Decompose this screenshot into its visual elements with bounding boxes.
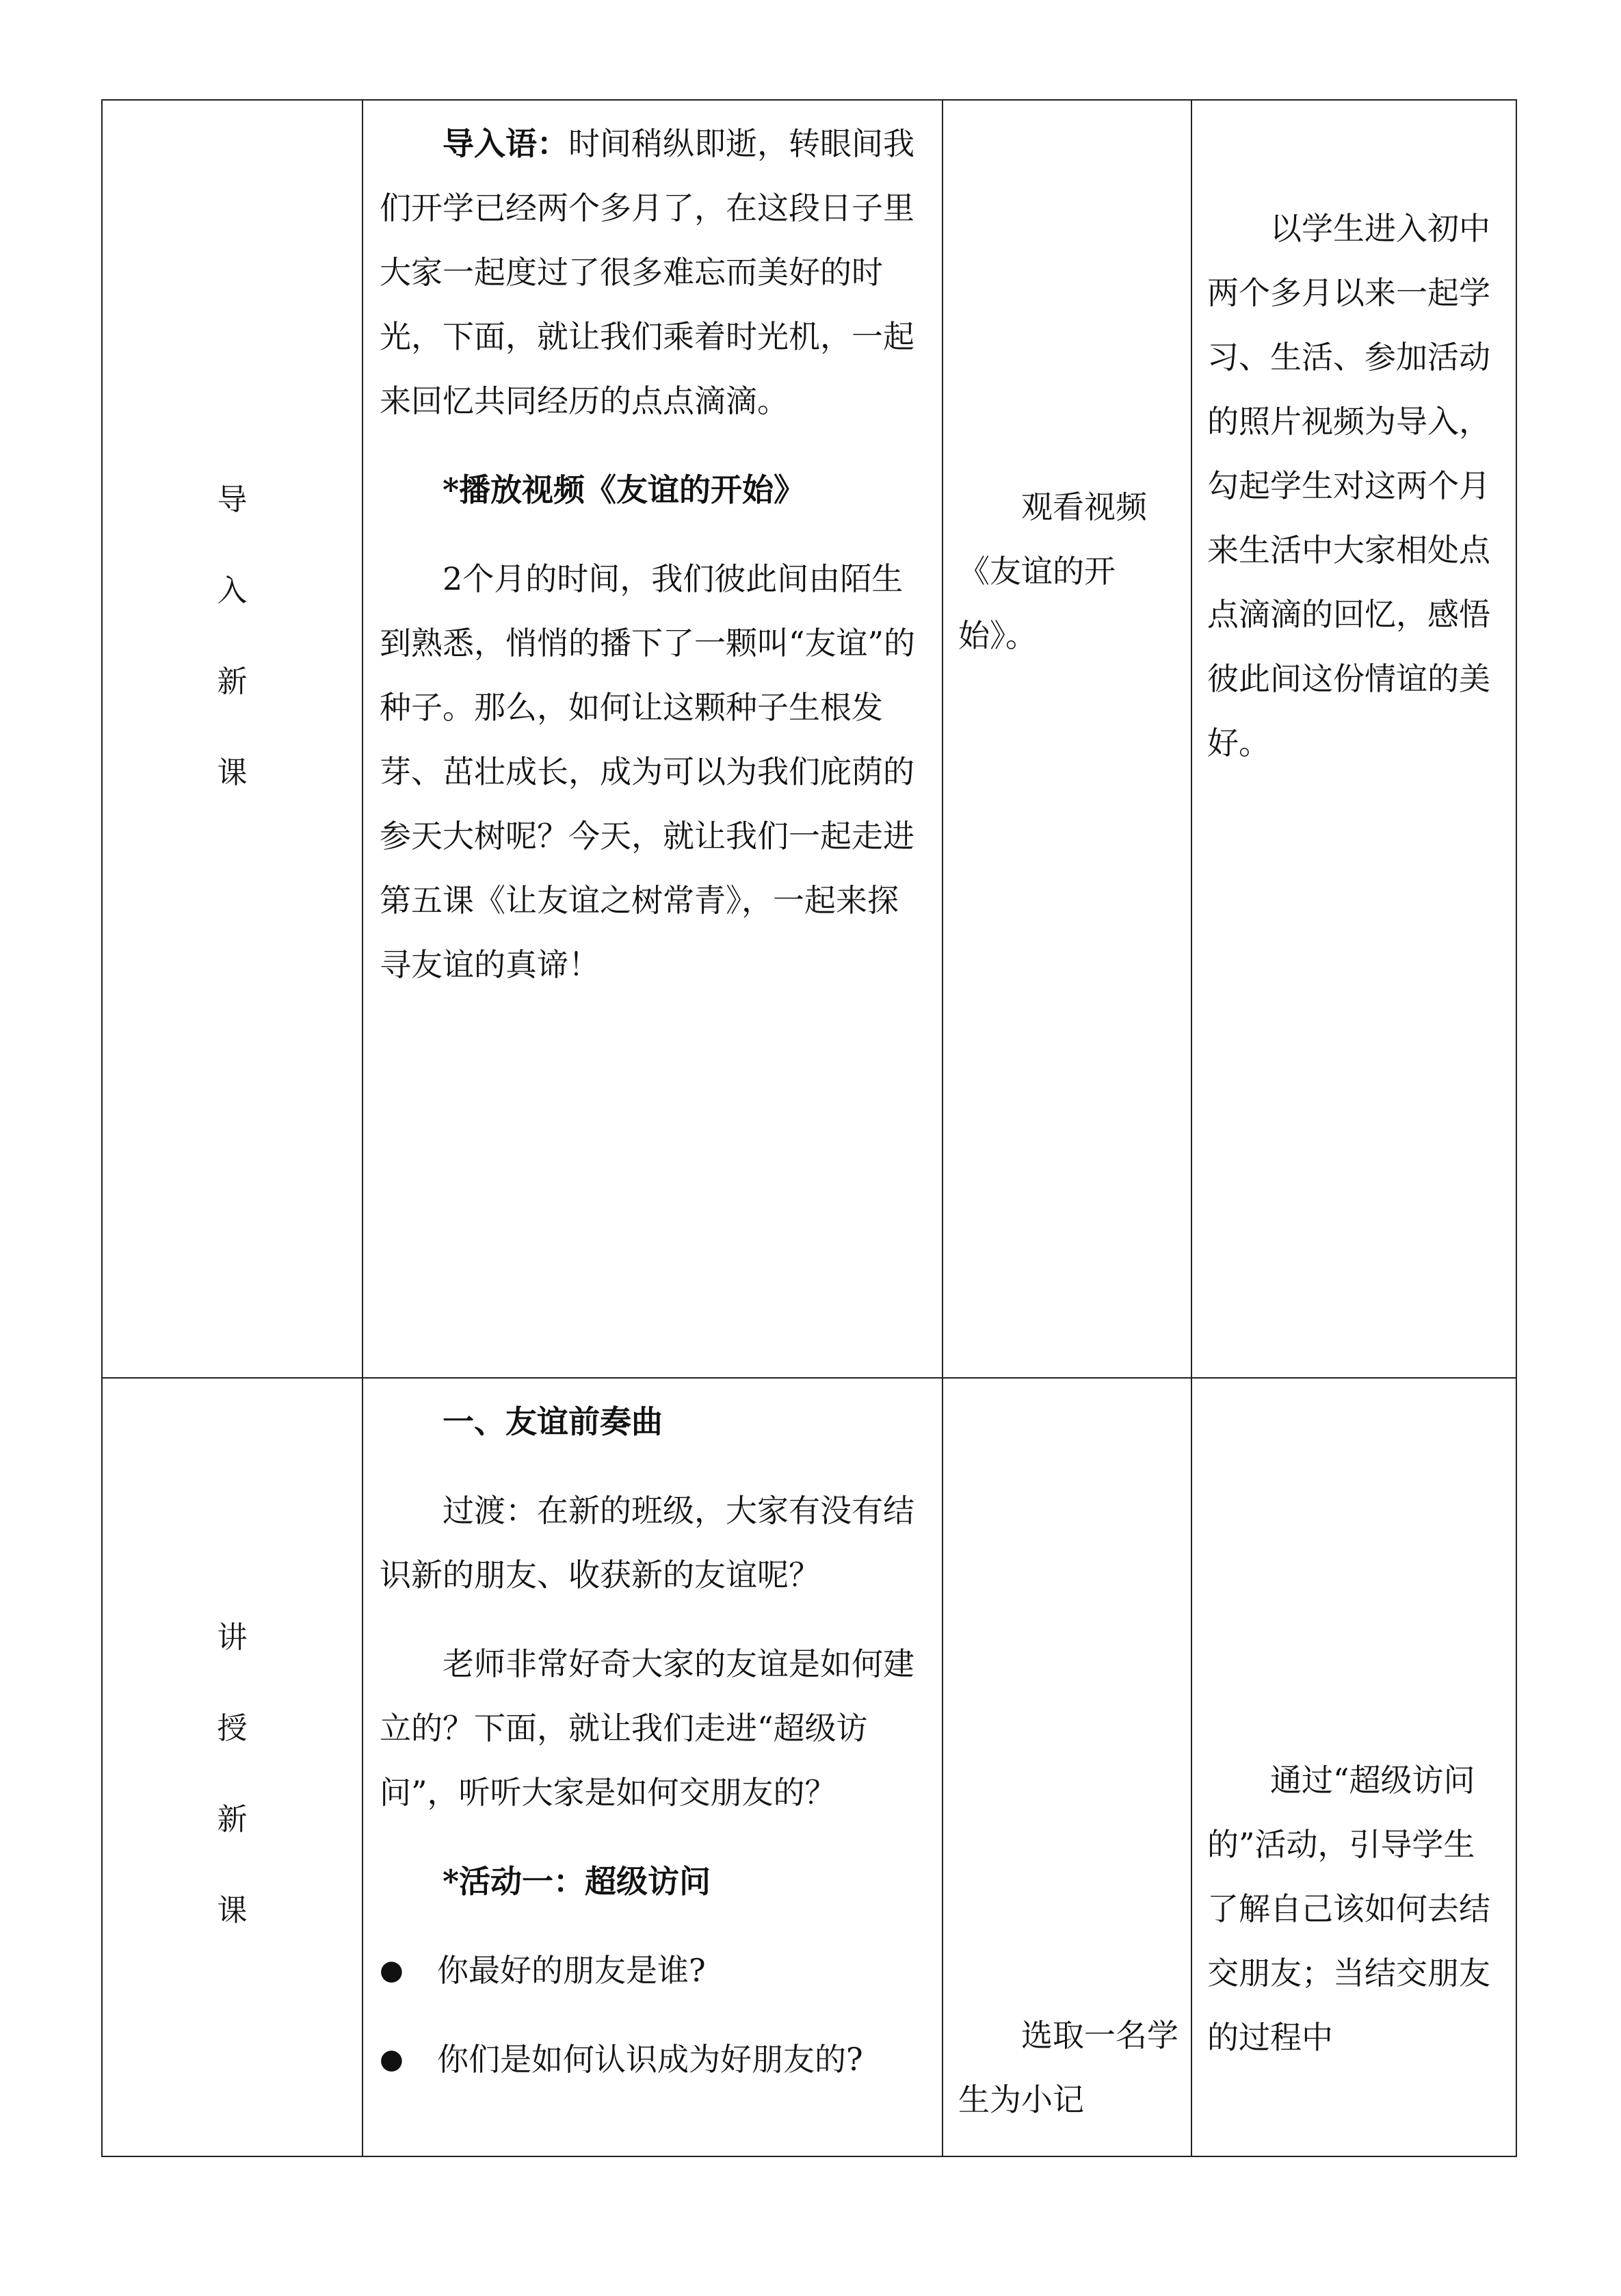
bullet-icon: ● [380,1955,404,1986]
transition-paragraph: 过渡：在新的班级，大家有没有结识新的朋友、收获新的友谊呢？ [380,1492,914,1593]
bullet-text: 你最好的朋友是谁? [437,1952,706,1989]
list-item [380,1938,930,2003]
phase-label-teaching: 讲 授 新 课 [217,1620,248,1928]
student-activity-cell-intro [943,100,1191,1378]
phase-cell-intro [102,100,363,1378]
student-activity-text: 选取一名学生为小记 [958,2017,1178,2118]
content-cell-intro [363,100,943,1378]
list-item [380,2027,930,2091]
intro-paragraph: 2个月的时间，我们彼此间由陌生到熟悉，悄悄的播下了一颗叫“友谊”的种子。那么，如何让这颗种子生根发芽、茁壮成长，成为可以为我们庇荫的参天大树呢？今天，就让我们一起走进第五课《让友谊之树常青》，一起来探寻友谊的真谛！ [380,560,916,983]
table-row-teaching [102,1378,1516,2156]
table-row-intro [102,100,1516,1378]
phase-label-intro: 导 入 新 课 [217,482,248,790]
lead-text: 时间稍纵即逝，转眼间我们开学已经两个多月了，在这段日子里大家一起度过了很多难忘而美好的时光，下面，就让我们乘着时光机，一起来回忆共同经历的点点滴滴。 [380,125,914,419]
design-intent-text: 通过“超级访问的”活动，引导学生了解自己该如何去结交朋友；当结交朋友的过程中 [1207,1762,1490,2056]
design-intent-text: 以学生进入初中两个多月以来一起学习、生活、参加活动的照片视频为导入，勾起学生对这两个月来生活中大家相处点点滴滴的回忆，感悟彼此间这份情谊的美好。 [1207,210,1490,761]
lead-paragraph [380,112,930,433]
phase-cell-teaching [102,1378,363,2156]
lead-label: 导入语： [443,125,568,162]
video-heading: *播放视频《友谊的开始》 [443,471,806,508]
lesson-plan-table [101,99,1517,2157]
student-activity-text: 观看视频《友谊的开始》。 [958,488,1147,654]
bullet-text: 你们是如何认识成为好朋友的? [437,2041,863,2078]
bullet-icon: ● [380,2044,404,2075]
design-intent-cell-intro [1191,100,1516,1378]
activity-heading: *活动一：超级访问 [443,1863,711,1900]
student-activity-cell-teaching [943,1378,1191,2156]
section-title: 一、友谊前奏曲 [443,1403,663,1440]
content-cell-teaching [363,1378,943,2156]
teaching-paragraph: 老师非常好奇大家的友谊是如何建立的？下面，就让我们走进“超级访问”，听听大家是如何交朋友的？ [380,1645,914,1811]
design-intent-cell-teaching [1191,1378,1516,2156]
